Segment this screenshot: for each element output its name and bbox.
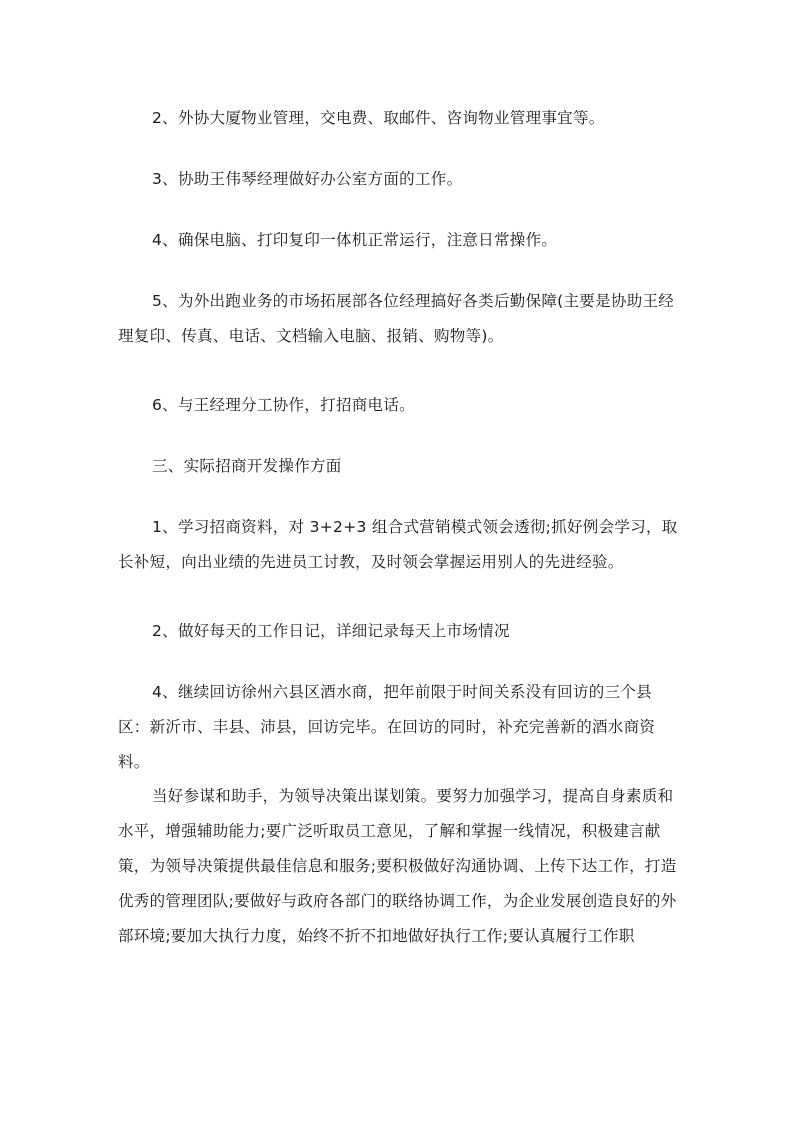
paragraph-item-4: 4、确保电脑、打印复印一体机正常运行，注意日常操作。 — [152, 231, 558, 249]
paragraph-item-6: 6、与王经理分工协作，打招商电话。 — [152, 396, 415, 414]
section-heading: 三、实际招商开发操作方面 — [152, 457, 342, 475]
paragraph-study-materials: 1、学习招商资料，对 3+2+3 组合式营销模式领会透彻;抓好例会学习，取长补短，向出业绩的先进员工讨教，及时领会掌握运用别人的先进经验。 — [118, 518, 678, 571]
paragraph-advisor-role: 当好参谋和助手，为领导决策出谋划策。要努力加强学习，提高自身素质和水平，增强辅助能力;要广泛听取员工意见，了解和掌握一线情况，积极建言献策，为领导决策提供最佳信息和服务;要积极做好沟通协调、上传下达工作，打造优秀的管理团队;要做好与政府各部门的联络协调工作，为企业发展创造良好的外部环境;要加大执行力度，始终不折不扣地做好执行工作;要认真履行工作职 — [118, 787, 677, 945]
paragraph-item-3: 3、协助王伟琴经理做好办公室方面的工作。 — [152, 170, 463, 188]
paragraph-revisit-dealers: 4、继续回访徐州六县区酒水商，把年前限于时间关系没有回访的三个县区：新沂市、丰县、沛县，回访完毕。在回访的同时，补充完善新的酒水商资料。 — [118, 683, 656, 771]
paragraph-item-5: 5、为外出跑业务的市场拓展部各位经理搞好各类后勤保障(主要是协助王经理复印、传真、电话、文档输入电脑、报销、购物等)。 — [118, 292, 675, 345]
paragraph-work-diary: 2、做好每天的工作日记，详细记录每天上市场情况 — [152, 622, 510, 640]
paragraph-item-2: 2、外协大厦物业管理，交电费、取邮件、咨询物业管理事宜等。 — [152, 109, 605, 127]
